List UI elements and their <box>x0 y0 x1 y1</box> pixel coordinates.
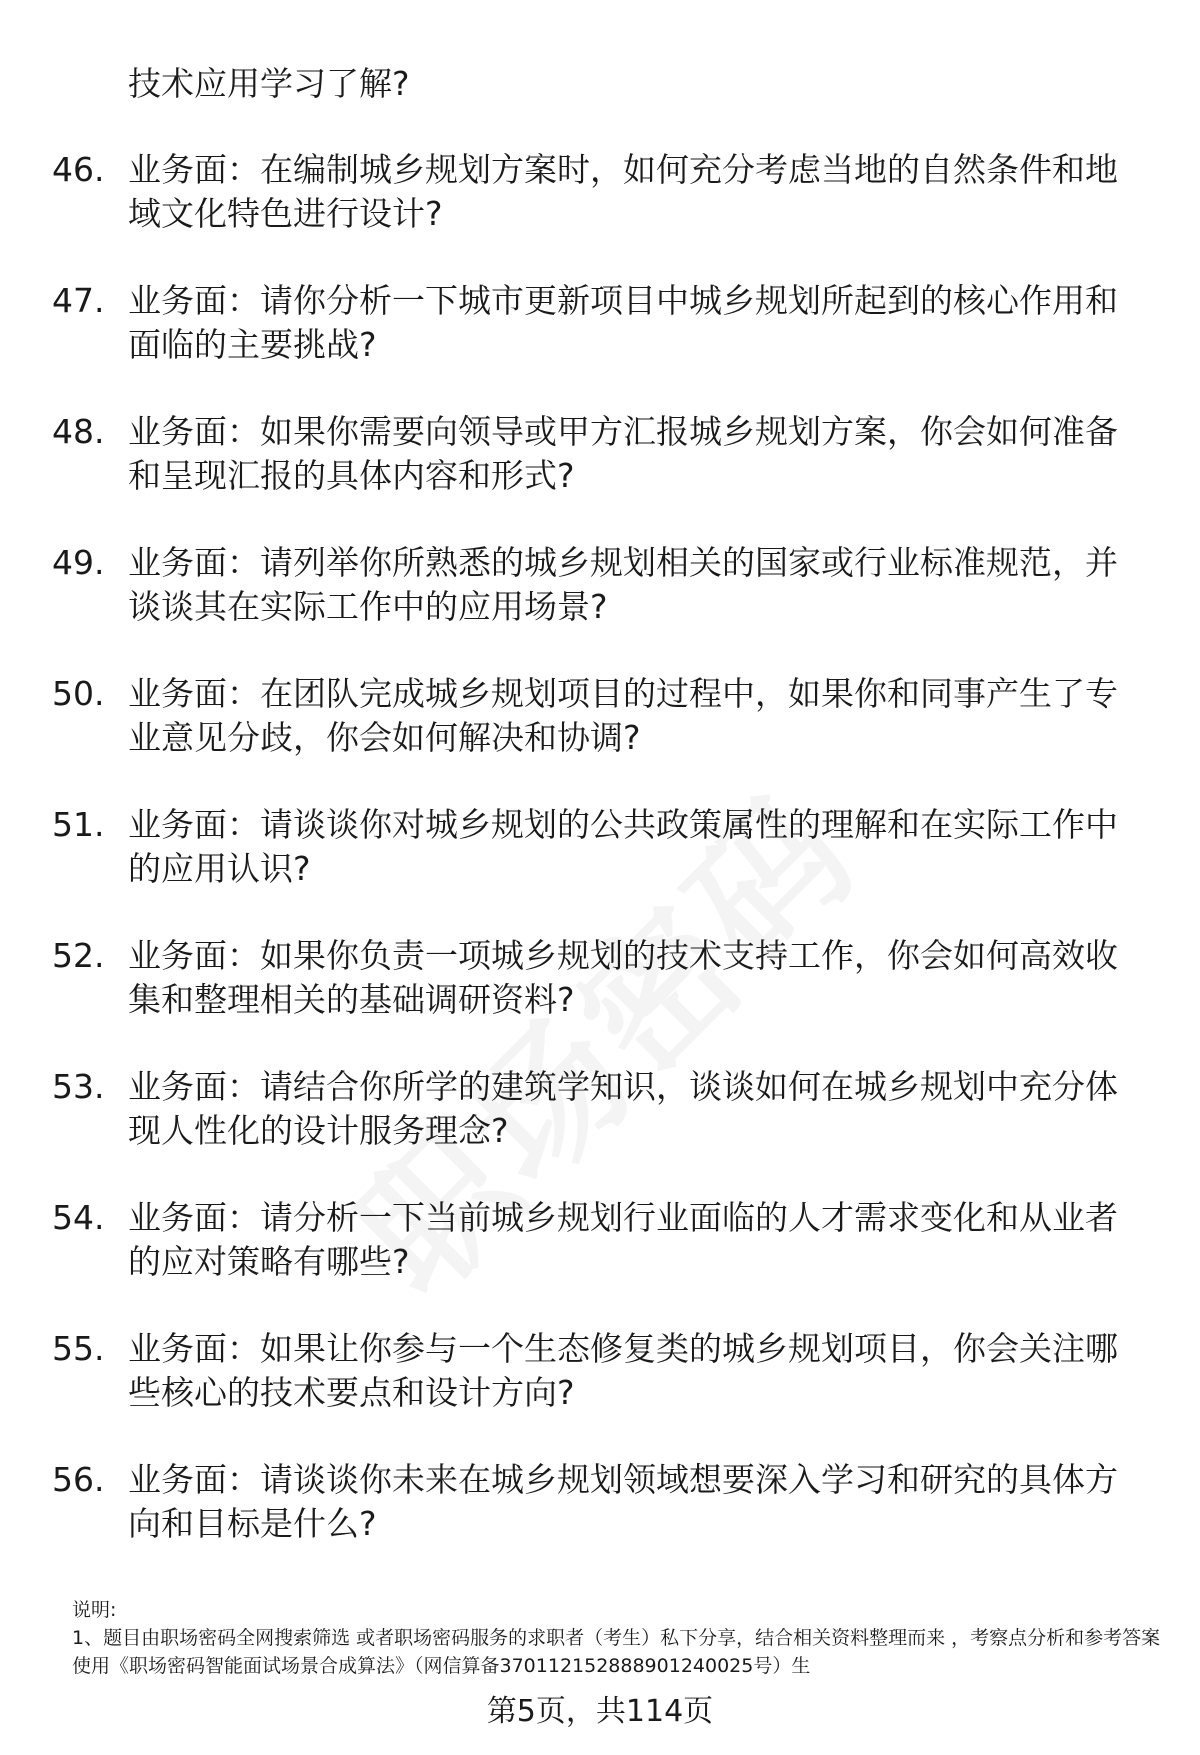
question-item <box>0 1458 1200 1589</box>
question-item <box>0 541 1200 672</box>
question-item <box>0 1327 1200 1458</box>
question-item <box>0 672 1200 803</box>
question-item <box>0 410 1200 541</box>
question-text: 业务面：在编制城乡规划方案时，如何充分考虑当地的自然条件和地域文化特色进行设计? <box>128 150 1118 233</box>
question-text: 业务面：请分析一下当前城乡规划行业面临的人才需求变化和从业者的应对策略有哪些? <box>128 1198 1118 1281</box>
question-text: 业务面：请谈谈你未来在城乡规划领域想要深入学习和研究的具体方向和目标是什么? <box>128 1460 1118 1543</box>
question-item <box>0 1065 1200 1196</box>
question-text: 业务面：在团队完成城乡规划项目的过程中，如果你和同事产生了专业意见分歧，你会如何解决和协调? <box>128 674 1118 757</box>
question-text: 业务面：请你分析一下城市更新项目中城乡规划所起到的核心作用和面临的主要挑战? <box>128 281 1118 364</box>
question-number: 49. <box>52 543 105 582</box>
question-item <box>0 279 1200 410</box>
question-number: 53. <box>52 1067 105 1106</box>
question-number: 51. <box>52 805 105 844</box>
question-number: 55. <box>52 1329 105 1368</box>
question-text: 业务面：请谈谈你对城乡规划的公共政策属性的理解和在实际工作中的应用认识? <box>128 805 1118 888</box>
question-item <box>0 934 1200 1065</box>
question-text: 业务面：如果你负责一项城乡规划的技术支持工作，你会如何高效收集和整理相关的基础调研资料? <box>128 936 1118 1019</box>
question-number: 54. <box>52 1198 105 1237</box>
continuation-text: 技术应用学习了解? <box>128 64 410 103</box>
question-number: 56. <box>52 1460 105 1499</box>
question-list <box>0 148 1200 1589</box>
notes-line: 1、题目由职场密码全网搜索筛选 或者职场密码服务的求职者（考生）私下分享，结合相关资料整理而来 ，考察点分析和参考答案使用《职场密码智能面试场景合成算法》（网信算备370112152888901240025号）生 <box>72 1627 1161 1677</box>
question-number: 46. <box>52 150 105 189</box>
question-item <box>0 803 1200 934</box>
question-number: 50. <box>52 674 105 713</box>
question-number: 47. <box>52 281 105 320</box>
page-footer: 第5页，共114页 <box>486 1694 714 1729</box>
question-text: 业务面：请列举你所熟悉的城乡规划相关的国家或行业标准规范，并谈谈其在实际工作中的应用场景? <box>128 543 1118 626</box>
question-text: 业务面：如果让你参与一个生态修复类的城乡规划项目，你会关注哪些核心的技术要点和设计方向? <box>128 1329 1118 1412</box>
question-item <box>0 148 1200 279</box>
notes-heading: 说明: <box>72 1599 117 1621</box>
question-text: 业务面：请结合你所学的建筑学知识，谈谈如何在城乡规划中充分体现人性化的设计服务理念? <box>128 1067 1118 1150</box>
question-number: 52. <box>52 936 105 975</box>
question-number: 48. <box>52 412 105 451</box>
question-text: 业务面：如果你需要向领导或甲方汇报城乡规划方案，你会如何准备和呈现汇报的具体内容和形式? <box>128 412 1118 495</box>
notes-section <box>72 1596 1162 1680</box>
question-item <box>0 1196 1200 1327</box>
